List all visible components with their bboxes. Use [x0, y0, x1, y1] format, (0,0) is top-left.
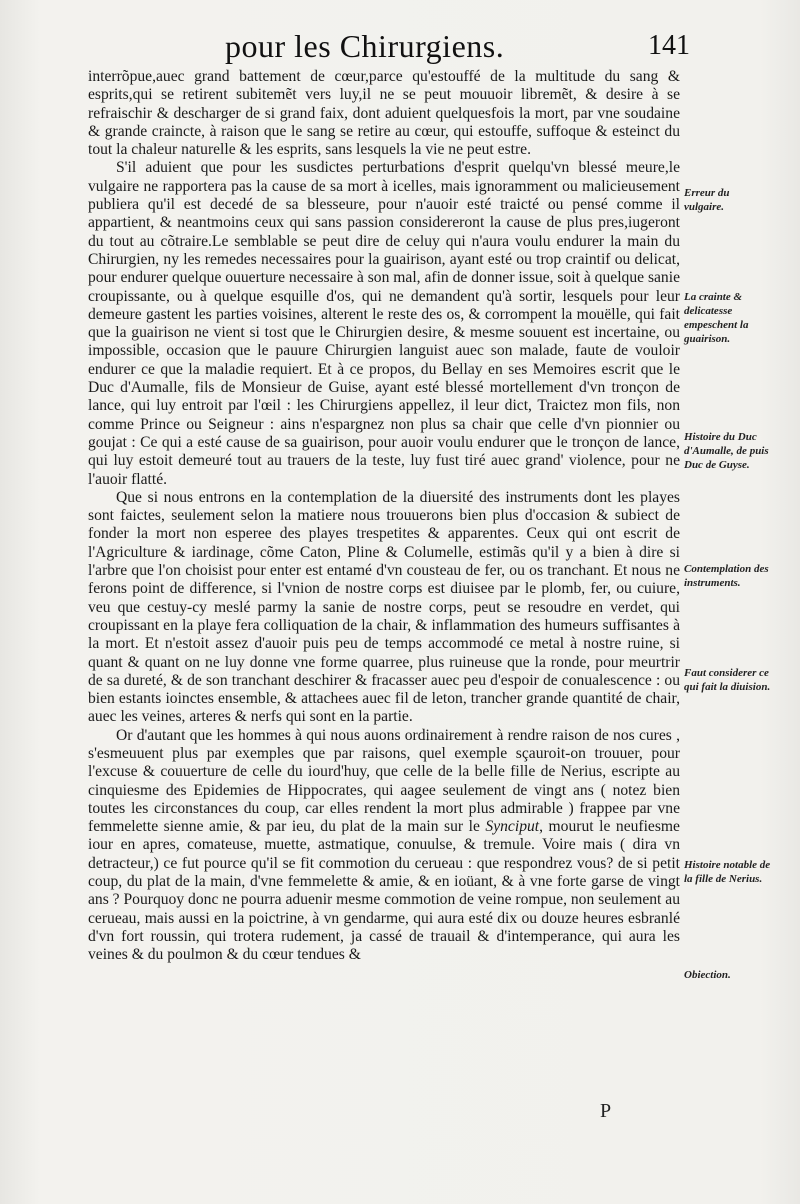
page-number: 141 — [648, 30, 690, 61]
margin-note-histoire-duc: Histoire du Duc d'Aumalle, de puis Duc de Guyse. — [684, 431, 769, 471]
paragraph-3: Que si nous entrons en la contemplation de la diuersité des instruments dont les playes sont faictes, seulement selon la matiere nous trouuerons bien plus d'occasion & subiect de fonder la mort non esperee des playes trespetites & apparentes. Ceux qui ont escrit de l'Agriculture & iardinage, cõme Caton, Pline & Columelle, estimãs qu'il y a bien à dire si l'arbre que l'on choisist pour enter est entamé d'vn cousteau de fer, ou os tranchant. Et nous ne ferons point de difference, si l'vnion de nostre corps est diuisee par le plomb, fer, ou cuiure, veu que cestuy-cy meslé parmy la sanie de nostre corps, peut se resoudre en verdet, qui croupissant en la playe fera colliquation de la chair, & inflammation des humeurs suffisantes à la mort. Et n'estoit assez d'auoir puis peu de temps accommodé ce metal à nostre ruine, si quant & quant on ne luy donne vne forme quarree, plus ruineuse que la ronde, pour meurtrir de sa dureté, & de son tranchant deschirer & fracasser auec peu d'espoir de conualescence : ou bien estants ioinctes ensemble, & attachees auec fil de leton, trancher grande quantité de chair, auec les veines, arteres & nerfs qui sont en la partie. — [88, 488, 680, 726]
paragraph-4-part-b: , mourut le neufiesme iour en apres, comateuse, muette, astmatique, conuulse, & tremule. Voire mais ( dira vn detracteur,) ce fut pource qu'il se fit commotion du cerueau : que respondrez vous? de si petit coup, du plat de la main, d'vne femmelette & amie, & en ioüant, & à vne forte garse de vingt ans ? Pourquoy donc ne pourra aduenir mesme commotion de veine rompue, non seulement au cerueau, mais aussi en la poictrine, à vn gendarme, qui aura esté dix ou douze heures esbranlé d'vn fort roussin, qui trotera rudement, ja cassé de trauail & d'intemperance, qui aura les veines & du poulmon & du cœur tendues & — [88, 818, 680, 964]
paragraph-4 — [88, 727, 680, 965]
paragraph-2: S'il aduient que pour les susdictes perturbations d'esprit quelqu'vn blessé meure,le vulgaire ne rapportera pas la cause de sa mort à icelles, mais ignoramment ou malicieusement publiera qu'il est decedé de sa blesseure, pour n'auoir esté traicté ou pensé comme il appartient, & neantmoins ceux qui sans passion considereront la cause de plus pres,iugeront du tout au cõtraire.Le semblable se peut dire de celuy qui n'aura voulu endurer la main du Chirurgien, ny les remedes necessaires pour la guairison, ayant esté ou trop craintif ou delicat, pour endurer quelque ouuerture necessaire à son mal, afin de donner issue, soit à quelque sanie croupissante, ou à quelque esquille d'os, qui ne demandent qu'à sortir, lesquels pour leur demeure gastent les parties voisines, alterent le reste des os, & corrompent la mouëlle, qui fait que la guairison ne vient si tost que le Chirurgien desire, & mesme souuent est incertaine, ou impossible, occasion que le pauure Chirurgien languist auec son malade, faute de vouloir endurer ce que la maladie requiert. Et à ce propos, du Bellay en ses Memoires escrit que le Duc d'Aumalle, fils de Monsieur de Guise, ayant esté blessé mortellement d'vn tronçon de lance, qui luy entroit par l'œil : les Chirurgiens appellez, il leur dict, Traictez mon fils, non comme Prince ou Seigneur : ains n'espargnez non plus sa chair que celle d'vn pionnier ou goujat : Ce qui a esté cause de sa guairison, pour auoir voulu endurer que le tronçon de lance, qui luy estoit demeuré tout au trauers de la teste, luy fust tiré auec grand' violence, pour ne l'auoir flatté. — [88, 159, 680, 488]
margin-note-diuision: Faut considerer ce qui fait la diuision. — [684, 667, 771, 693]
page-header — [0, 28, 800, 72]
main-text — [88, 68, 680, 965]
synciput-word: Synciput — [485, 818, 540, 836]
margin-note-crainte: La crainte & delicatesse empeschent la guairison. — [684, 291, 749, 345]
margin-note-contemplation: Contemplation des instruments. — [684, 563, 769, 589]
margin-note-erreur: Erreur du vulgaire. — [684, 187, 730, 213]
margin-note-nerius: Histoire notable de la fille de Nerius. — [684, 859, 771, 885]
margin-note-obiection: Obiection. — [684, 969, 731, 981]
running-title: pour les Chirurgiens. — [225, 28, 505, 64]
paragraph-1: interrõpue,auec grand battement de cœur,parce qu'estouffé de la multitude du sang & esprits,qui se retirent subitemẽt vers luy,il ne se peut mouuoir libremẽt, & desire à se refraischir & descharger de si grand faix, dont aduient quelquesfois la mort, par vne soudaine & grande craincte, à raison que le sang se retire au cœur, qui estouffe, suffoque & esteinct du tout la chaleur naturelle & les esprits, sans lesquels la vie ne peut estre. — [88, 68, 680, 159]
signature-mark: P — [600, 1100, 612, 1122]
paragraph-4-part-a: Or d'autant que les hommes à qui nous auons ordinairement à rendre raison de nos cures , s'esmeuuent plus par exemples que par raisons, quel exemple sçauroit-on trouuer, pour l'excuse & couuerture de celle du iourd'huy, que celle de la belle fille de Nerius, escripte au cinquiesme des Epidemies de Hippocrates, qui aagee seulement de vingt ans ( notez bien toutes les circonstances du coup, car elles rendent la mort plus admirable ) frappee par vne femmelette sienne amie, & par ieu, du plat de la main sur le — [88, 726, 680, 836]
